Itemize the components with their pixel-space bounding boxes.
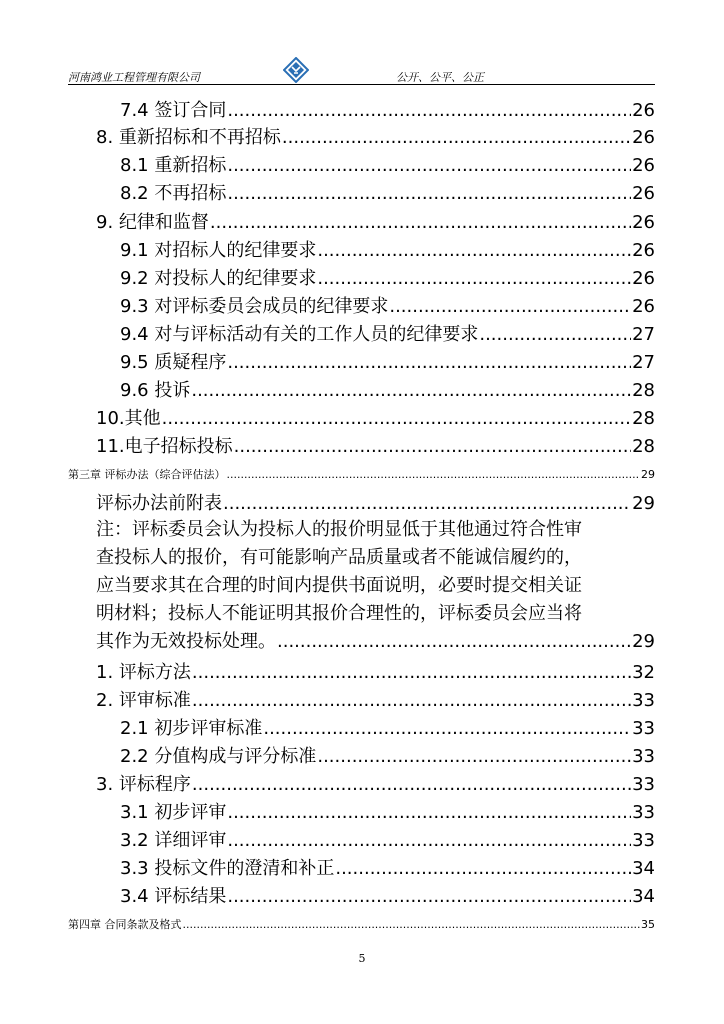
toc-entry-page: 34 xyxy=(632,886,655,907)
toc-entry[interactable] xyxy=(120,715,655,742)
toc-leader xyxy=(191,377,631,404)
toc-entry-title: 9.3 对评标委员会成员的纪律要求 xyxy=(120,296,389,317)
toc-leader xyxy=(277,628,631,656)
note-line: 查投标人的报价，有可能影响产品质量或者不能诚信履约的， xyxy=(96,547,582,568)
toc-leader xyxy=(317,743,631,770)
note-line: 注：评标委员会认为投标人的报价明显低于其他通过符合性审 xyxy=(96,519,582,540)
toc-entry-page: 26 xyxy=(632,127,655,148)
toc-leader xyxy=(234,433,631,460)
toc-entry-title: 2. 评审标准 xyxy=(96,690,191,711)
toc-entry-page: 27 xyxy=(632,324,655,345)
toc-entry[interactable] xyxy=(96,124,655,151)
toc-entry-title: 9.4 对与评标活动有关的工作人员的纪律要求 xyxy=(120,324,479,345)
toc-entry-page: 28 xyxy=(632,436,655,457)
note-line: 应当要求其在合理的时间内提供书面说明，必要时提交相关证 xyxy=(96,575,582,596)
toc-entry[interactable] xyxy=(120,97,655,124)
toc-entry[interactable] xyxy=(96,405,655,432)
toc-leader xyxy=(282,124,631,151)
toc-entry-title: 2.1 初步评审标准 xyxy=(120,718,263,739)
company-motto: 公开、公平、公正 xyxy=(396,71,484,84)
toc-entry-page: 29 xyxy=(632,631,655,652)
toc-entry-title: 8.1 重新招标 xyxy=(120,155,227,176)
toc-entry[interactable] xyxy=(96,687,655,714)
toc-entry[interactable] xyxy=(120,855,655,882)
toc-leader xyxy=(223,490,631,517)
toc-entry[interactable] xyxy=(120,152,655,179)
toc-entry-title: 1. 评标方法 xyxy=(96,662,191,683)
toc-entry-title: 3.3 投标文件的澄清和补正 xyxy=(120,858,335,879)
toc-entry-page: 26 xyxy=(632,100,655,121)
toc-entry[interactable] xyxy=(120,180,655,207)
company-name: 河南鸿业工程管理有限公司 xyxy=(68,71,200,84)
toc-chapter-entry[interactable] xyxy=(68,917,655,933)
toc-leader xyxy=(192,687,631,714)
company-logo-icon xyxy=(283,57,309,83)
toc-entry-page: 26 xyxy=(632,212,655,233)
toc-entry-title: 第四章 合同条款及格式 xyxy=(68,918,182,931)
toc-entry-title: 9.5 质疑程序 xyxy=(120,352,227,373)
toc-entry-page: 33 xyxy=(632,802,655,823)
toc-entry-title: 第三章 评标办法（综合评估法） xyxy=(68,468,226,481)
toc-entry[interactable] xyxy=(120,265,655,292)
toc-entry-page: 34 xyxy=(632,858,655,879)
toc-entry-page: 33 xyxy=(632,746,655,767)
toc-entry-title: 3. 评标程序 xyxy=(96,774,191,795)
note-line: 明材料；投标人不能证明其报价合理性的，评标委员会应当将 xyxy=(96,603,582,624)
toc-entry[interactable] xyxy=(120,799,655,826)
toc-entry[interactable] xyxy=(96,659,655,686)
toc-entry-page: 26 xyxy=(632,268,655,289)
toc-entry-title: 7.4 签订合同 xyxy=(120,100,227,121)
toc-entry[interactable] xyxy=(96,771,655,798)
toc-leader xyxy=(227,827,631,854)
toc-entry-title: 9.2 对投标人的纪律要求 xyxy=(120,268,317,289)
toc-entry-title: 9.1 对招标人的纪律要求 xyxy=(120,240,317,261)
toc-leader xyxy=(227,349,631,376)
toc-leader xyxy=(227,180,631,207)
toc-leader xyxy=(263,715,631,742)
toc-entry[interactable] xyxy=(120,321,655,348)
toc-entry-title: 8. 重新招标和不再招标 xyxy=(96,127,281,148)
toc-entry[interactable] xyxy=(120,349,655,376)
toc-entry-title: 9.6 投诉 xyxy=(120,380,191,401)
toc-entry-title: 3.2 详细评审 xyxy=(120,830,227,851)
toc-entry-page: 27 xyxy=(632,352,655,373)
toc-entry-title: 9. 纪律和监督 xyxy=(96,212,209,233)
toc-leader xyxy=(192,659,631,686)
toc-entry-page: 28 xyxy=(632,408,655,429)
note-last-line xyxy=(96,628,655,656)
toc-leader xyxy=(317,237,631,264)
toc-entry-page: 33 xyxy=(632,690,655,711)
toc-entry[interactable] xyxy=(120,377,655,404)
toc-leader xyxy=(183,917,641,933)
toc-entry-title: 评标办法前附表 xyxy=(96,493,222,514)
toc-entry[interactable] xyxy=(120,827,655,854)
page-number: 5 xyxy=(358,952,366,965)
toc-entry-page: 29 xyxy=(632,493,655,514)
page-header xyxy=(68,64,655,85)
toc-leader xyxy=(192,771,631,798)
toc-entry[interactable] xyxy=(120,743,655,770)
toc-entry-page: 29 xyxy=(641,468,655,481)
toc-leader xyxy=(479,321,631,348)
toc-entry[interactable] xyxy=(96,433,655,460)
toc-entry-page: 26 xyxy=(632,240,655,261)
toc-entry[interactable] xyxy=(120,237,655,264)
toc-leader xyxy=(227,97,631,124)
toc-leader xyxy=(227,152,631,179)
toc-entry-title: 11.电子招标投标 xyxy=(96,436,233,457)
toc-leader xyxy=(227,467,641,483)
toc-leader xyxy=(227,799,631,826)
toc-entry[interactable] xyxy=(96,490,655,517)
toc-entry-page: 33 xyxy=(632,830,655,851)
toc-leader xyxy=(335,855,631,882)
toc-entry-title: 10.其他 xyxy=(96,408,161,429)
note-line-text: 其作为无效投标处理。 xyxy=(96,631,276,652)
toc-entry-page: 26 xyxy=(632,296,655,317)
toc-entry-title: 2.2 分值构成与评分标准 xyxy=(120,746,317,767)
toc-entry-title: 3.4 评标结果 xyxy=(120,886,227,907)
toc-entry-page: 26 xyxy=(632,183,655,204)
toc-entry[interactable] xyxy=(96,209,655,236)
toc-note-entry[interactable] xyxy=(96,516,655,656)
toc-leader xyxy=(317,265,631,292)
toc-entry-page: 35 xyxy=(641,918,655,931)
toc-entry-page: 33 xyxy=(632,774,655,795)
toc-entry-page: 28 xyxy=(632,380,655,401)
toc-leader xyxy=(389,293,631,320)
toc-entry-page: 32 xyxy=(632,662,655,683)
toc-entry[interactable] xyxy=(120,883,655,910)
toc-entry-page: 26 xyxy=(632,155,655,176)
toc-leader xyxy=(227,883,631,910)
toc-leader xyxy=(210,209,631,236)
toc-chapter-entry[interactable] xyxy=(68,467,655,483)
toc-entry-title: 8.2 不再招标 xyxy=(120,183,227,204)
toc-leader xyxy=(162,405,631,432)
toc-entry-title: 3.1 初步评审 xyxy=(120,802,227,823)
toc-entry[interactable] xyxy=(120,293,655,320)
toc-entry-page: 33 xyxy=(632,718,655,739)
